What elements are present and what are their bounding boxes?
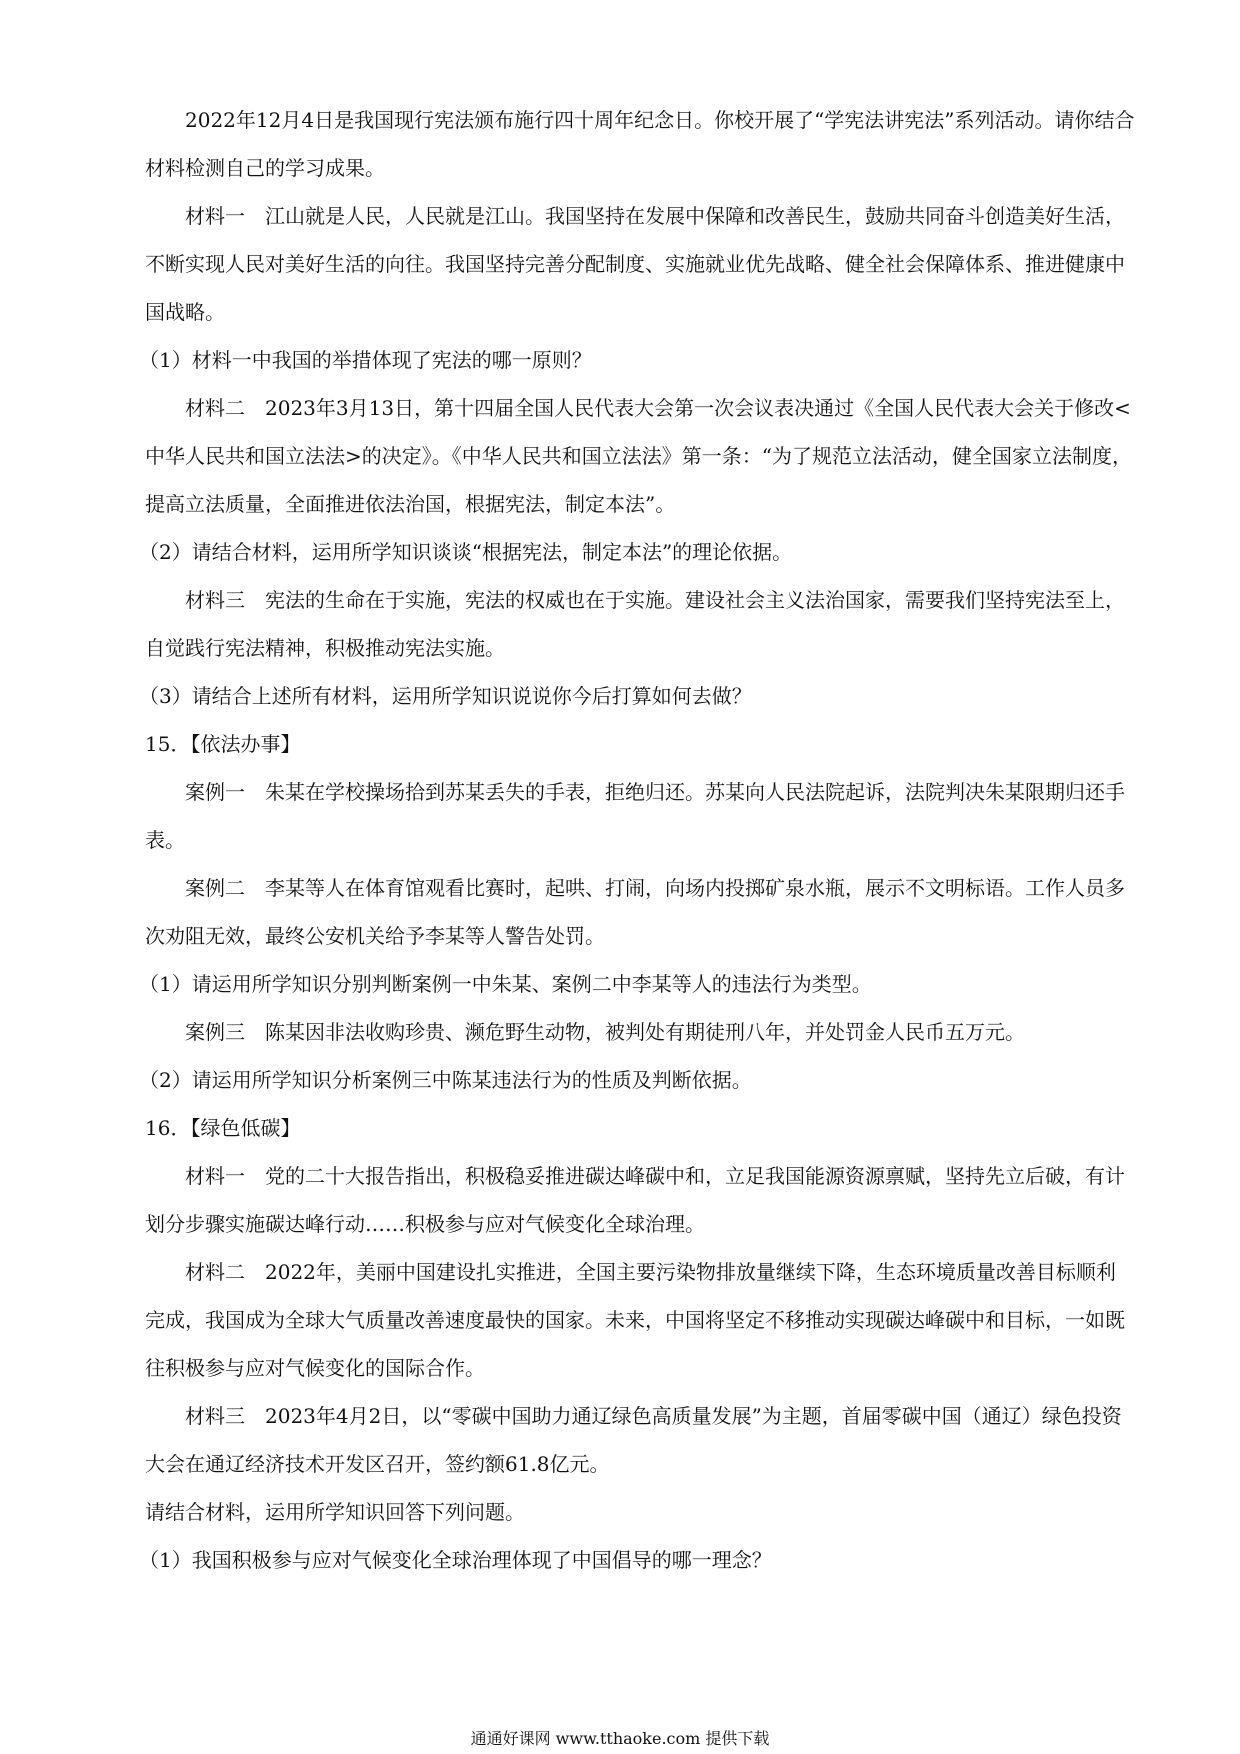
case-two-paragraph: 案例二 李某等人在体育馆观看比赛时，起哄、打闹，向场内投掷矿泉水瓶，展示不文明标语。工作人员多次劝阻无效，最终公安机关给予李某等人警告处罚。 xyxy=(145,876,1125,948)
instruction-line: 请结合材料，运用所学知识回答下列问题。 xyxy=(145,1500,525,1524)
section-16-question-1: （1）我国积极参与应对气候变化全球治理体现了中国倡导的哪一理念？ xyxy=(139,1548,772,1572)
material-two-paragraph: 材料二 2023年3月13日，第十四届全国人民代表大会第一次会议表决通过《全国人民代表大会关于修改<中华人民共和国立法法>的决定》。《中华人民共和国立法法》第一条：“为了规范立法活动，健全国家立法制度，提高立法质量，全面推进依法治国，根据宪法，制定本法”。 xyxy=(145,396,1132,516)
material-one-paragraph: 材料一 江山就是人民，人民就是江山。我国坚持在发展中保障和改善民生，鼓励共同奋斗创造美好生活，不断实现人民对美好生活的向往。我国坚持完善分配制度、实施就业优先战略、健全社会保障体系、推进健康中国战略。 xyxy=(145,204,1125,324)
intro-paragraph: 2022年12月4日是我国现行宪法颁布施行四十周年纪念日。你校开展了“学宪法讲宪法”系列活动。请你结合材料检测自己的学习成果。 xyxy=(145,108,1135,180)
green-material-two: 材料二 2022年，美丽中国建设扎实推进，全国主要污染物排放量继续下降，生态环境质量改善目标顺利完成，我国成为全球大气质量改善速度最快的国家。未来，中国将坚定不移推动实现碳达峰碳中和目标，一如既往积极参与应对气候变化的国际合作。 xyxy=(145,1260,1125,1380)
section-15-question-2: （2）请运用所学知识分析案例三中陈某违法行为的性质及判断依据。 xyxy=(139,1068,752,1092)
material-three-paragraph: 材料三 宪法的生命在于实施，宪法的权威也在于实施。建设社会主义法治国家，需要我们坚持宪法至上，自觉践行宪法精神，积极推动宪法实施。 xyxy=(145,588,1125,660)
footer-source: 通通好课网 www.tthaoke.com 提供下载 xyxy=(470,1729,770,1748)
section-16-heading: 16．【绿色低碳】 xyxy=(145,1116,301,1140)
case-one-paragraph: 案例一 朱某在学校操场拾到苏某丢失的手表，拒绝归还。苏某向人民法院起诉，法院判决朱某限期归还手表。 xyxy=(145,780,1125,852)
question-2: （2）请结合材料，运用所学知识谈谈“根据宪法，制定本法”的理论依据。 xyxy=(139,540,793,564)
green-material-three: 材料三 2023年4月2日，以“零碳中国助力通辽绿色高质量发展”为主题，首届零碳中国（通辽）绿色投资大会在通辽经济技术开发区召开，签约额61.8亿元。 xyxy=(145,1404,1122,1476)
question-1: （1）材料一中我国的举措体现了宪法的哪一原则？ xyxy=(139,348,592,372)
green-material-one: 材料一 党的二十大报告指出，积极稳妥推进碳达峰碳中和，立足我国能源资源禀赋，坚持先立后破，有计划分步骤实施碳达峰行动……积极参与应对气候变化全球治理。 xyxy=(145,1164,1125,1236)
question-3: （3）请结合上述所有材料，运用所学知识说说你今后打算如何去做？ xyxy=(139,684,752,708)
case-three-paragraph: 案例三 陈某因非法收购珍贵、濒危野生动物，被判处有期徒刑八年，并处罚金人民币五万元。 xyxy=(185,1020,1025,1044)
document-body xyxy=(139,96,1135,1584)
section-15-heading: 15．【依法办事】 xyxy=(145,732,301,756)
section-15-question-1: （1）请运用所学知识分别判断案例一中朱某、案例二中李某等人的违法行为类型。 xyxy=(139,972,872,996)
